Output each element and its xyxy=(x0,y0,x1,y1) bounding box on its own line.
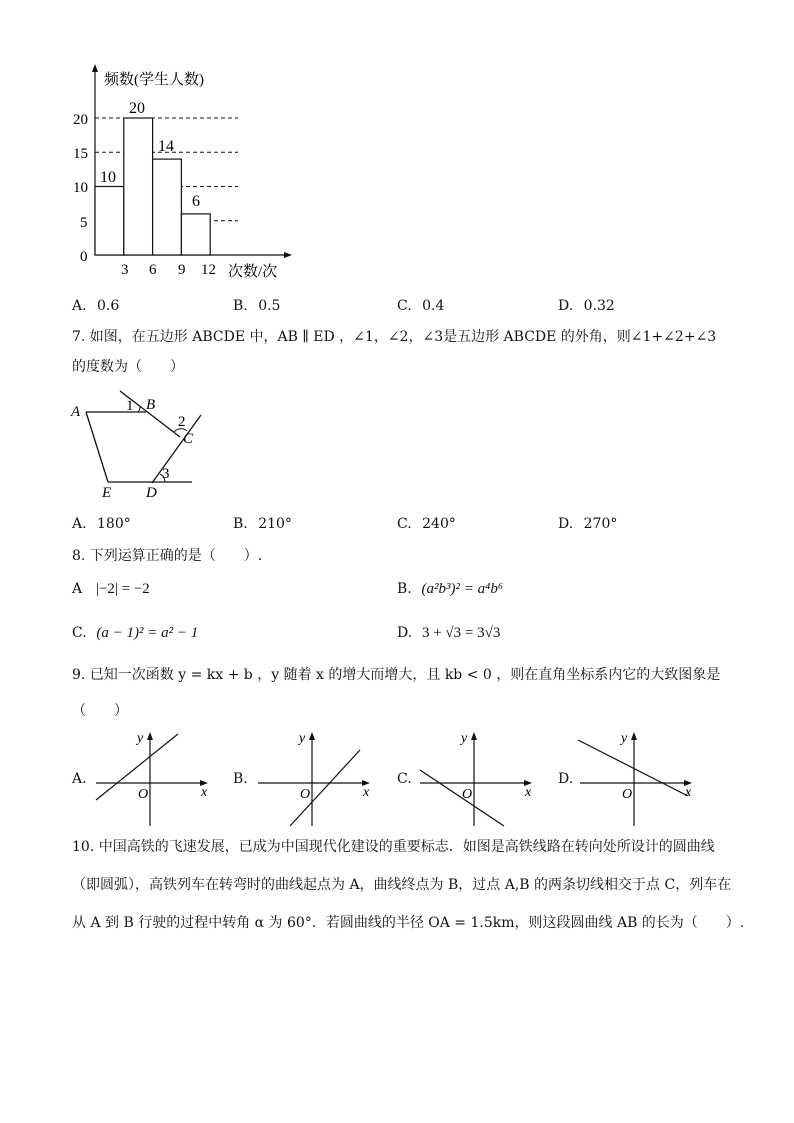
q8-option-c-text: (a − 1)² = a² − 1 xyxy=(96,625,199,641)
origin-label: O xyxy=(300,787,311,802)
x-tick-12: 12 xyxy=(201,262,216,278)
q9-option-d[interactable]: D. xyxy=(558,771,574,787)
origin-label: O xyxy=(462,787,473,802)
edge-cd-extended xyxy=(152,415,201,483)
label-d: D xyxy=(146,485,157,500)
y-tick-15: 15 xyxy=(73,146,88,162)
y-axis-arrow xyxy=(92,64,98,72)
origin-label: O xyxy=(622,787,633,802)
x-tick-3: 3 xyxy=(121,262,129,278)
q9-option-c[interactable]: C. xyxy=(397,771,412,787)
label-e: E xyxy=(102,485,112,500)
x-label: x xyxy=(201,785,208,800)
q8-option-d[interactable] xyxy=(397,624,500,642)
pentagon-figure xyxy=(68,385,208,500)
q7-option-b-text: 210° xyxy=(258,516,292,532)
histogram-bar-2 xyxy=(124,118,153,255)
edge-ea xyxy=(86,412,108,482)
q8-option-a[interactable] xyxy=(72,580,150,598)
q7-option-c-text: 240° xyxy=(422,516,456,532)
label-a: A xyxy=(71,404,81,420)
q6-option-b[interactable] xyxy=(233,297,280,315)
histogram-bar-1 xyxy=(95,187,124,256)
y-arrow xyxy=(471,732,477,740)
q8-option-a-text: |−2| = −2 xyxy=(95,581,150,597)
q7-option-a[interactable] xyxy=(72,515,131,533)
bar-label-2: 20 xyxy=(129,100,145,117)
q6-option-a-letter: A. xyxy=(72,298,87,314)
q9-stem-line1: 9. 已知一次函数 y = kx + b ，y 随着 x 的增大而增大，且 kb < 0 ，则在直角坐标系内它的大致图象是 xyxy=(72,667,721,683)
histogram-bar-4 xyxy=(181,214,210,255)
y-tick-20: 20 xyxy=(73,112,88,128)
q10-stem-line3: 从 A 到 B 行驶的过程中转角 α 为 60°．若圆曲线的半径 OA = 1.5km，则这段圆曲线 AB 的长为（ ）. xyxy=(72,915,745,931)
x-label: x xyxy=(525,785,532,800)
label-c: C xyxy=(183,431,194,447)
y-label: y xyxy=(137,731,144,746)
y-tick-0: 0 xyxy=(80,249,88,265)
bar-label-1: 10 xyxy=(100,169,116,186)
q9-graph-b[interactable] xyxy=(254,728,378,832)
q10-stem-line1: 10. 中国高铁的飞速发展，已成为中国现代化建设的重要标志．如图是高铁线路在转向处所设计的圆曲线 xyxy=(72,839,715,855)
q7-option-c[interactable] xyxy=(397,515,456,533)
y-label: y xyxy=(299,731,306,746)
histogram-chart xyxy=(60,60,320,285)
q7-option-d[interactable] xyxy=(558,515,617,533)
x-axis-arrow xyxy=(284,252,292,258)
q9-option-a[interactable]: A. xyxy=(72,771,87,787)
q6-option-b-text: 0.5 xyxy=(258,298,281,314)
q6-option-d-text: 0.32 xyxy=(583,298,615,314)
q6-option-d-letter: D. xyxy=(558,298,574,314)
label-angle-3: 3 xyxy=(162,466,170,482)
q9-option-b[interactable]: B. xyxy=(233,771,248,787)
y-axis-label: 频数(学生人数) xyxy=(104,72,204,88)
q7-option-d-letter: D. xyxy=(558,516,574,532)
q7-stem-line2: 的度数为（ ） xyxy=(72,359,184,375)
q8-option-c-letter: C. xyxy=(72,625,87,641)
y-arrow xyxy=(309,732,315,740)
q7-option-a-letter: A. xyxy=(72,516,87,532)
q6-option-b-letter: B. xyxy=(233,298,248,314)
y-tick-10: 10 xyxy=(73,180,88,196)
label-b: B xyxy=(146,397,156,413)
q7-option-b-letter: B. xyxy=(233,516,248,532)
q8-option-b-text: (a²b³)² = a⁴b⁶ xyxy=(421,581,504,597)
q6-option-a[interactable] xyxy=(72,297,119,315)
q8-option-b[interactable] xyxy=(397,580,503,598)
q8-stem: 8. 下列运算正确的是（ ）. xyxy=(72,548,263,564)
q6-option-c[interactable] xyxy=(397,297,444,315)
label-angle-2: 2 xyxy=(178,414,186,430)
q10-stem-line2: （即圆弧），高铁列车在转弯时的曲线起点为 A，曲线终点为 B，过点 A,B 的两条切线相交于点 C，列车在 xyxy=(72,877,732,893)
x-tick-9: 9 xyxy=(178,262,186,278)
q7-option-c-letter: C. xyxy=(397,516,412,532)
q6-option-c-text: 0.4 xyxy=(422,298,445,314)
q7-option-d-text: 270° xyxy=(583,516,618,532)
label-angle-1: 1 xyxy=(126,398,134,414)
histogram-bars xyxy=(95,118,210,255)
angle-1-arc xyxy=(138,406,140,412)
q9-stem-line2: （ ） xyxy=(72,703,128,719)
origin-label: O xyxy=(138,787,149,802)
x-tick-6: 6 xyxy=(149,262,157,278)
y-tick-5: 5 xyxy=(80,215,88,231)
q6-option-d[interactable] xyxy=(558,297,615,315)
q6-option-c-letter: C. xyxy=(397,298,412,314)
q9-graph-d[interactable] xyxy=(576,728,700,832)
q8-option-d-letter: D. xyxy=(397,625,413,641)
q8-option-c[interactable] xyxy=(72,624,198,642)
y-label: y xyxy=(461,731,468,746)
y-arrow xyxy=(631,732,637,740)
q8-option-b-letter: B. xyxy=(397,581,412,597)
x-axis-label: 次数/次 xyxy=(228,264,278,280)
function-line xyxy=(578,740,688,796)
q7-stem-line1: 7. 如图，在五边形 ABCDE 中，AB ∥ ED ，∠1，∠2，∠3是五边形 ABCDE 的外角，则∠1+∠2+∠3 xyxy=(72,329,717,345)
q8-option-d-text: 3 + √3 = 3√3 xyxy=(421,625,501,641)
histogram-bar-3 xyxy=(153,159,182,255)
bar-label-4: 6 xyxy=(192,193,200,210)
x-label: x xyxy=(363,785,370,800)
q6-option-a-text: 0.6 xyxy=(97,298,120,314)
q7-option-b[interactable] xyxy=(233,515,292,533)
bar-label-3: 14 xyxy=(158,138,174,155)
q9-graph-c[interactable] xyxy=(416,728,540,832)
q7-option-a-text: 180° xyxy=(97,516,131,532)
x-label: x xyxy=(685,785,692,800)
y-arrow xyxy=(147,732,153,740)
q9-graph-a[interactable] xyxy=(92,728,216,832)
q8-option-a-letter: A xyxy=(72,581,83,597)
y-label: y xyxy=(621,731,628,746)
